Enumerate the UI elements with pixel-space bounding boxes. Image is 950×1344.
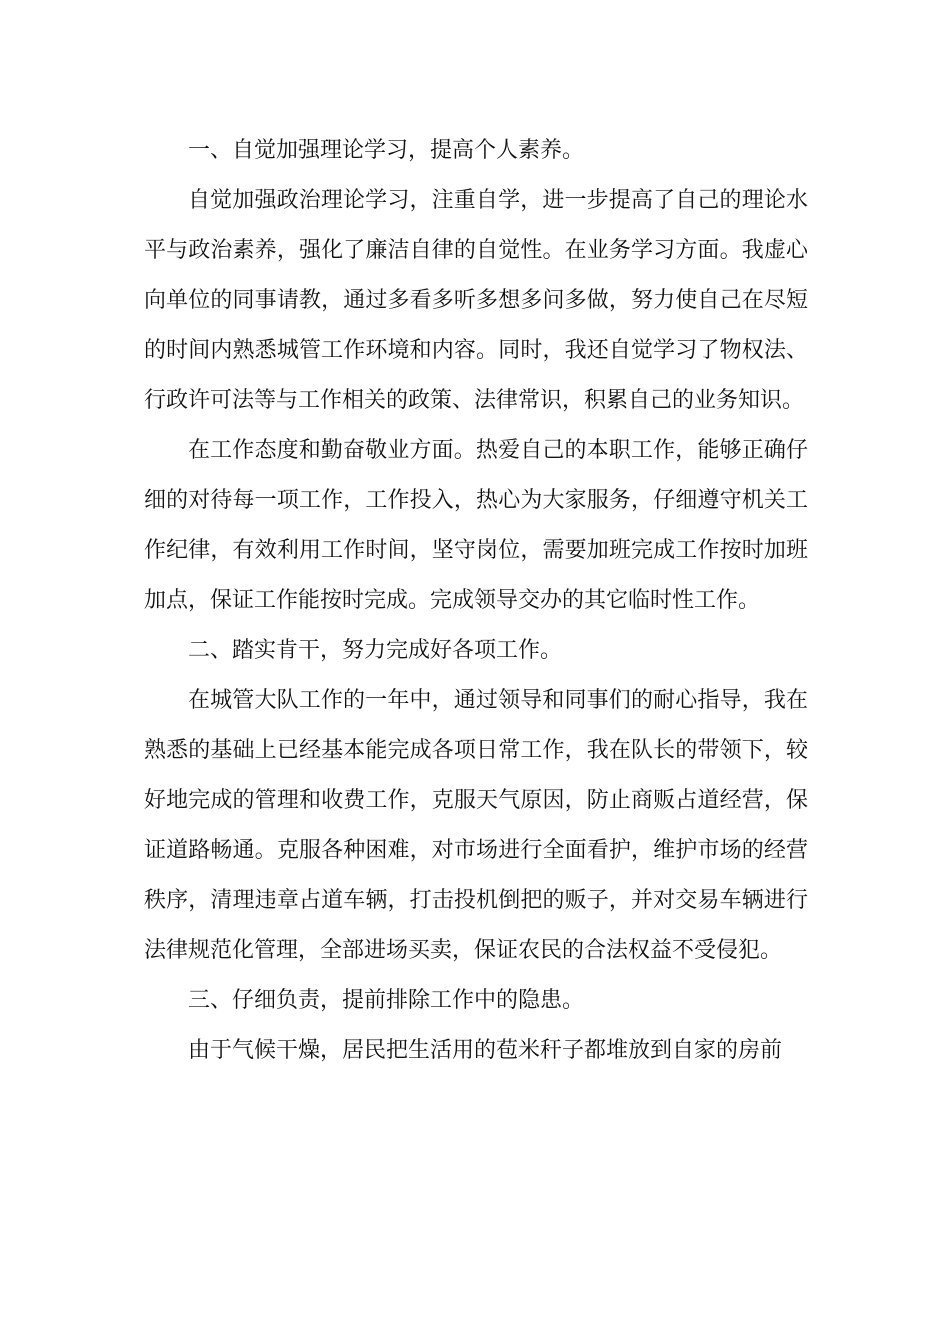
paragraph-attitude: 在工作态度和勤奋敬业方面。热爱自己的本职工作，能够正确仔细的对待每一项工作，工作投入，热心为大家服务，仔细遵守机关工作纪律，有效利用工作时间，坚守岗位，需要加班完成工作按时加班加点，保证工作能按时完成。完成领导交办的其它临时性工作。 [144,438,808,613]
heading-section-3: 三、仔细负责，提前排除工作中的隐患。 [188,988,585,1013]
heading-section-1: 一、自觉加强理论学习，提高个人素养。 [188,138,585,163]
heading-section-2: 二、踏实肯干，努力完成好各项工作。 [188,638,563,663]
paragraph-hazards: 由于气候干燥，居民把生活用的苞米秆子都堆放到自家的房前 [188,1038,783,1063]
paragraph-study: 自觉加强政治理论学习，注重自学，进一步提高了自己的理论水平与政治素养，强化了廉洁自律的自觉性。在业务学习方面。我虚心向单位的同事请教，通过多看多听多想多问多做，努力使自己在尽短的时间内熟悉城管工作环境和内容。同时，我还自觉学习了物权法、行政许可法等与工作相关的政策、法律常识，积累自己的业务知识。 [144,188,808,413]
document-body [144,126,808,1076]
paragraph-work: 在城管大队工作的一年中，通过领导和同事们的耐心指导，我在熟悉的基础上已经基本能完成各项日常工作，我在队长的带领下，较好地完成的管理和收费工作，克服天气原因，防止商贩占道经营，保证道路畅通。克服各种困难，对市场进行全面看护，维护市场的经营秩序，清理违章占道车辆，打击投机倒把的贩子，并对交易车辆进行法律规范化管理，全部进场买卖，保证农民的合法权益不受侵犯。 [144,688,808,963]
